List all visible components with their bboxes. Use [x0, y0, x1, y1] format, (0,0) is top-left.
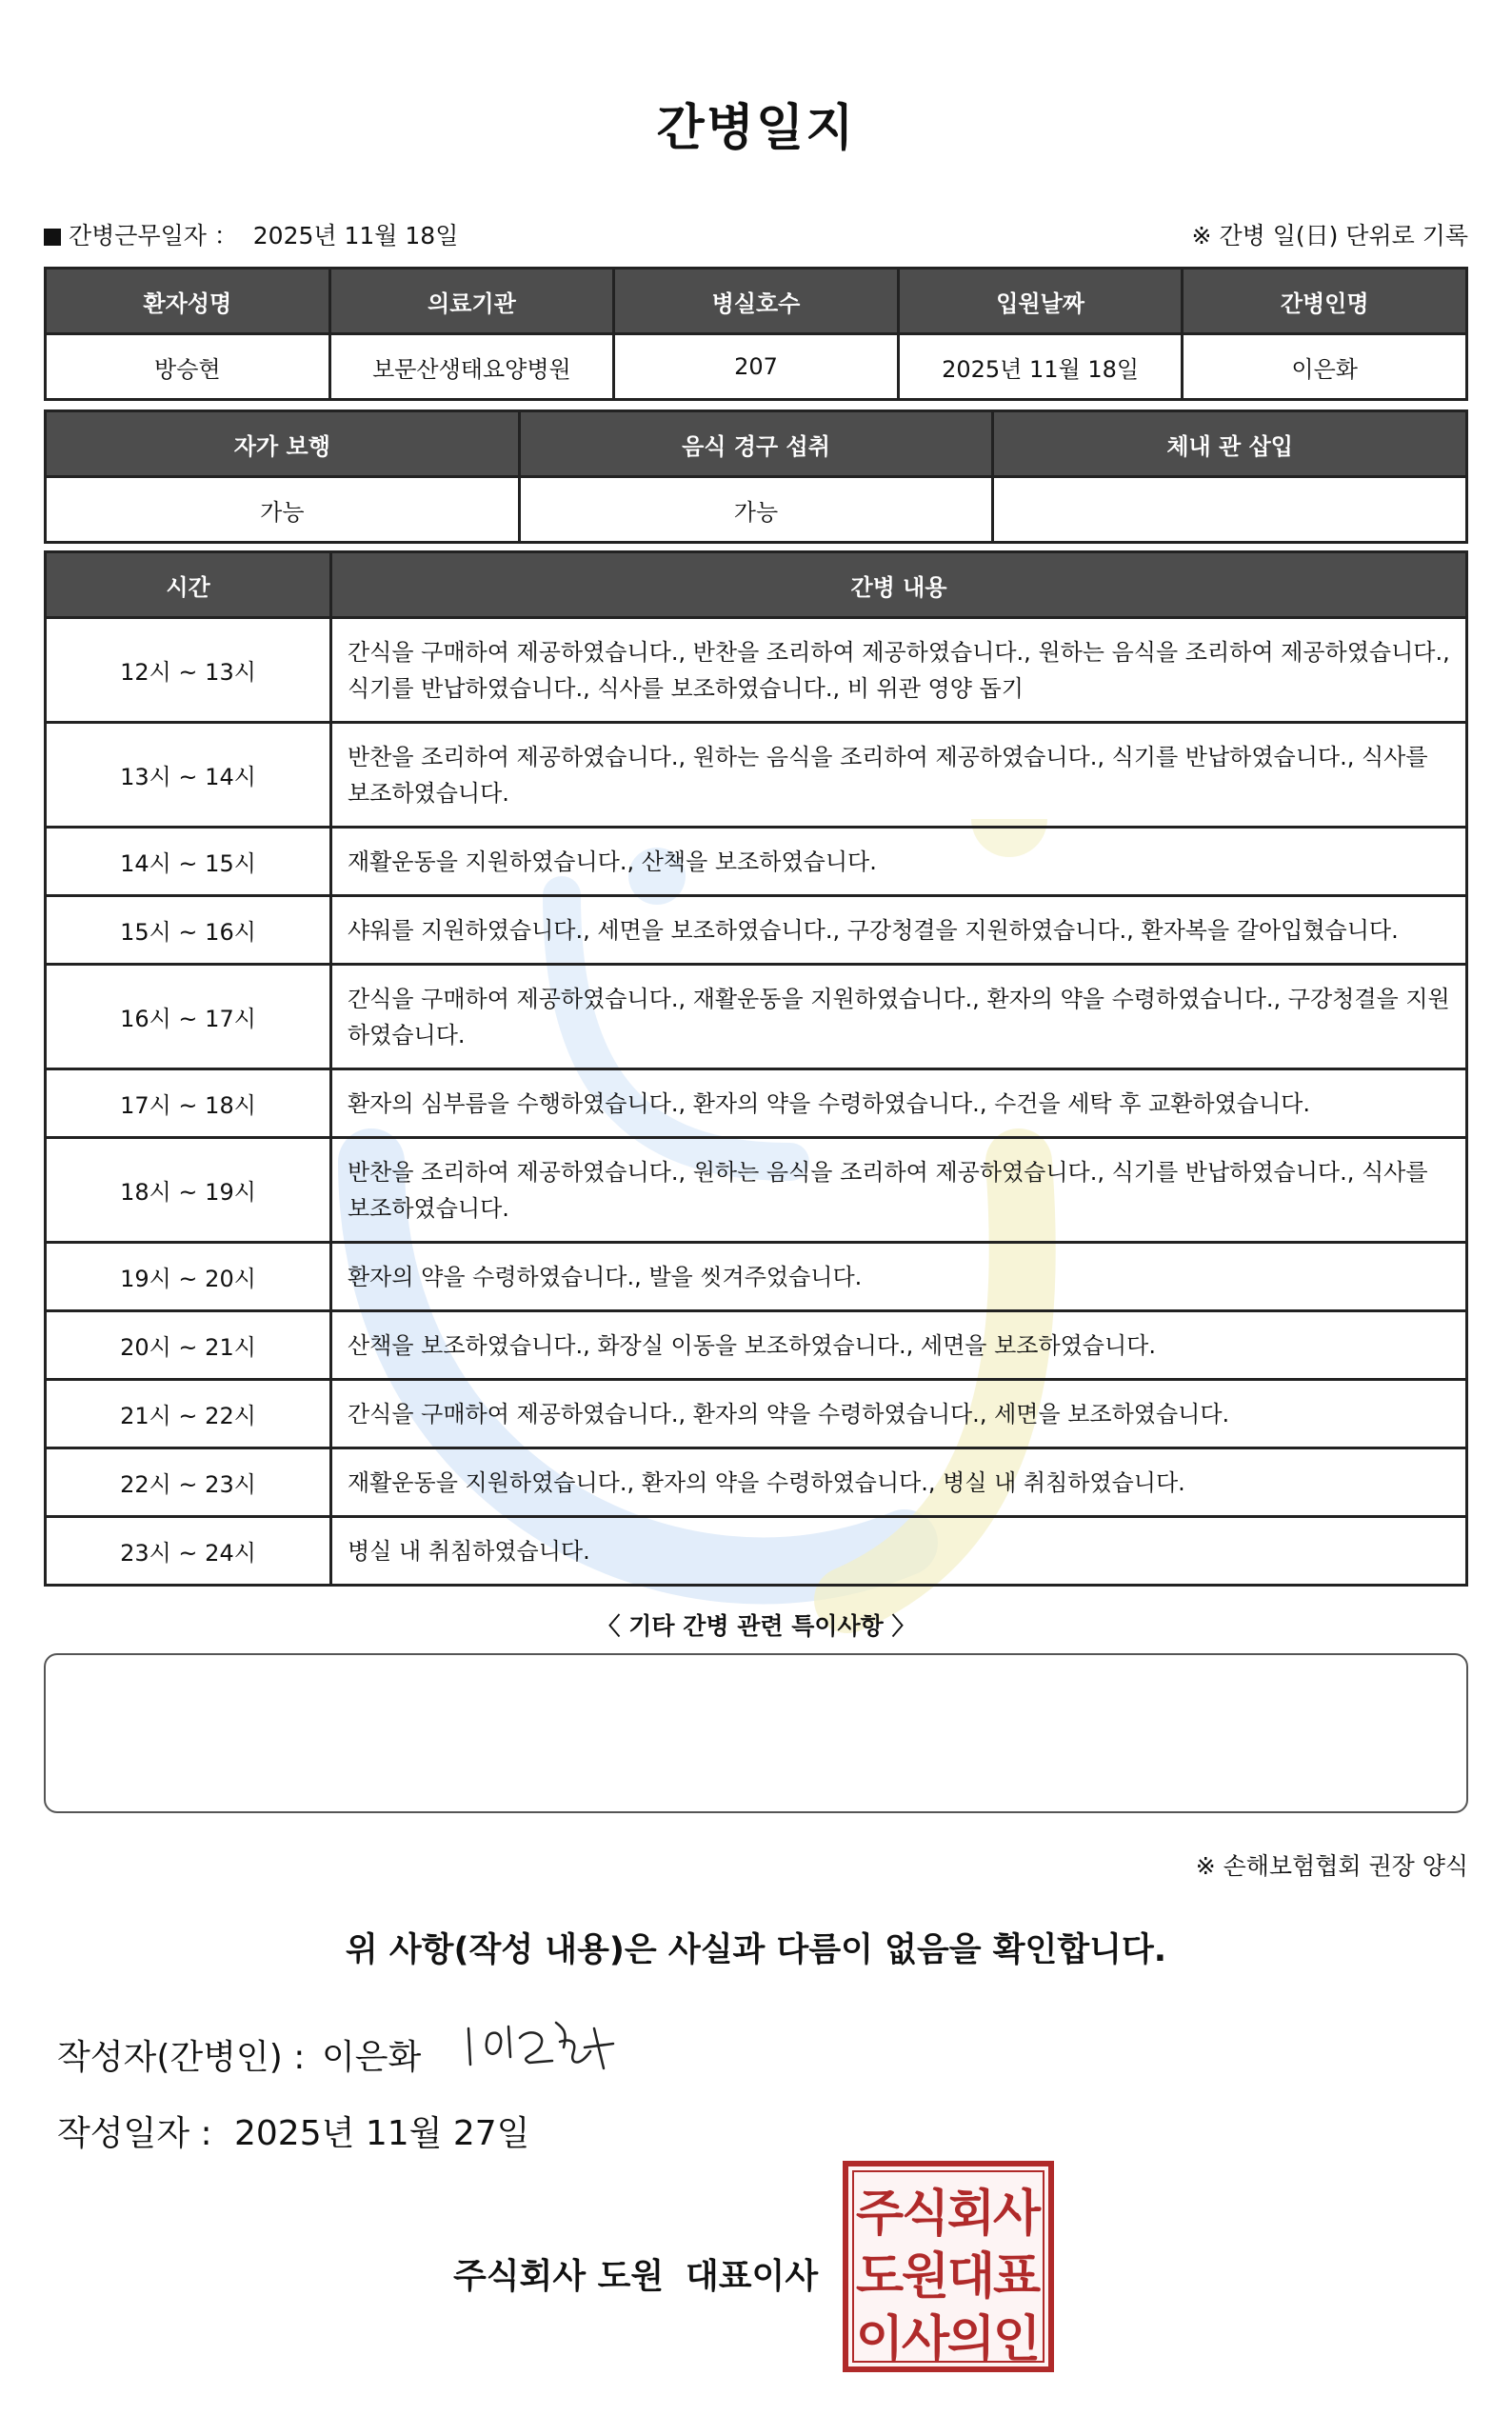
writer-name: 이은화: [322, 2038, 422, 2077]
svg-text:식: 식: [901, 2186, 950, 2243]
header-caregiver: 간병인명: [1183, 269, 1467, 334]
log-content: 간식을 구매하여 제공하였습니다., 반찬을 조리하여 제공하였습니다., 원하는 음식을 조리하여 제공하였습니다., 식기를 반납하였습니다., 식사를 보조하였습니다., 비 위관 영양 돕기: [331, 618, 1467, 723]
log-content: 병실 내 취침하였습니다.: [331, 1517, 1467, 1586]
table-row: [46, 1069, 1467, 1138]
log-content: 재활운동을 지원하였습니다., 산책을 보조하였습니다.: [331, 828, 1467, 896]
log-content: 간식을 구매하여 제공하였습니다., 환자의 약을 수령하였습니다., 세면을 보조하였습니다.: [331, 1380, 1467, 1448]
svg-text:사: 사: [901, 2311, 950, 2368]
table-row: [46, 618, 1467, 723]
square-bullet-icon: [44, 229, 61, 246]
log-time: 20시 ~ 21시: [46, 1311, 331, 1380]
work-date-label: 간병근무일자 ：: [69, 222, 238, 250]
recommended-form-note: ※ 손해보험협회 권장 양식: [1195, 1852, 1468, 1880]
tube-value: [993, 477, 1467, 543]
table-row: [46, 1243, 1467, 1311]
table-row: [46, 1311, 1467, 1380]
patient-header-row: [46, 269, 1467, 334]
log-content: 환자의 약을 수령하였습니다., 발을 씻겨주었습니다.: [331, 1243, 1467, 1311]
log-time: 23시 ~ 24시: [46, 1517, 331, 1586]
svg-text:주: 주: [855, 2186, 905, 2243]
status-table: [44, 409, 1468, 544]
status-header-row: [46, 411, 1467, 477]
table-row: [46, 1448, 1467, 1517]
svg-text:의: 의: [946, 2311, 996, 2368]
writer-label: 작성자(간병인) :: [57, 2038, 306, 2077]
table-row: [46, 723, 1467, 828]
ceo-title: 대표이사: [686, 2257, 819, 2296]
confirmation-statement: 위 사항(작성 내용)은 사실과 다름이 없음을 확인합니다.: [345, 1931, 1167, 1969]
table-row: [46, 1380, 1467, 1448]
company-seal: [842, 2160, 1055, 2373]
table-row: [46, 1517, 1467, 1586]
write-date: 2025년 11월 27일: [234, 2114, 530, 2153]
special-notes-label: 〈 기타 간병 관련 특이사항 〉: [596, 1612, 916, 1640]
table-row: [46, 828, 1467, 896]
svg-text:회: 회: [946, 2186, 996, 2243]
svg-text:표: 표: [992, 2248, 1042, 2306]
log-time: 12시 ~ 13시: [46, 618, 331, 723]
room-number: 207: [614, 334, 899, 400]
header-content: 간병 내용: [331, 552, 1467, 618]
svg-text:사: 사: [992, 2186, 1042, 2243]
svg-text:대: 대: [946, 2248, 996, 2306]
header-admit-date: 입원날짜: [898, 269, 1183, 334]
write-date-label: 작성일자 :: [57, 2114, 212, 2153]
header-room: 병실호수: [614, 269, 899, 334]
status-value-row: [46, 477, 1467, 543]
patient-name: 방승현: [46, 334, 330, 400]
company-name: 주식회사 도원: [453, 2257, 665, 2296]
table-row: [46, 965, 1467, 1069]
log-time: 19시 ~ 20시: [46, 1243, 331, 1311]
svg-text:인: 인: [992, 2311, 1042, 2368]
log-time: 17시 ~ 18시: [46, 1069, 331, 1138]
svg-text:이: 이: [855, 2311, 905, 2368]
log-content: 재활운동을 지원하였습니다., 환자의 약을 수령하였습니다., 병실 내 취침하였습니다.: [331, 1448, 1467, 1517]
log-time: 15시 ~ 16시: [46, 896, 331, 965]
svg-text:도: 도: [855, 2248, 905, 2306]
log-time: 13시 ~ 14시: [46, 723, 331, 828]
log-time: 14시 ~ 15시: [46, 828, 331, 896]
log-header-row: [46, 552, 1467, 618]
care-log-table: [44, 550, 1468, 1587]
log-content: 환자의 심부름을 수행하였습니다., 환자의 약을 수령하였습니다., 수건을 세탁 후 교환하였습니다.: [331, 1069, 1467, 1138]
caregiver-name: 이은화: [1183, 334, 1467, 400]
log-time: 22시 ~ 23시: [46, 1448, 331, 1517]
header-tube: 체내 관 삽입: [993, 411, 1467, 477]
header-institution: 의료기관: [329, 269, 614, 334]
work-date-value: 2025년 11월 18일: [252, 222, 459, 250]
header-walking: 자가 보행: [46, 411, 520, 477]
work-date: [44, 217, 458, 251]
page-title: 간병일지: [656, 100, 856, 157]
log-content: 샤워를 지원하였습니다., 세면을 보조하였습니다., 구강청결을 지원하였습니다., 환자복을 갈아입혔습니다.: [331, 896, 1467, 965]
admit-date: 2025년 11월 18일: [898, 334, 1183, 400]
special-notes-box[interactable]: [44, 1653, 1468, 1813]
log-content: 간식을 구매하여 제공하였습니다., 재활운동을 지원하였습니다., 환자의 약을 수령하였습니다., 구강청결을 지원하였습니다.: [331, 965, 1467, 1069]
svg-text:원: 원: [901, 2248, 950, 2306]
patient-value-row: [46, 334, 1467, 400]
handwritten-signature: [461, 2009, 623, 2086]
table-row: [46, 896, 1467, 965]
log-time: 16시 ~ 17시: [46, 965, 331, 1069]
log-time: 21시 ~ 22시: [46, 1380, 331, 1448]
unit-note: ※ 간병 일(日) 단위로 기록: [1191, 222, 1468, 250]
patient-table: [44, 267, 1468, 401]
oral-intake-value: 가능: [519, 477, 993, 543]
institution: 보문산생태요양병원: [329, 334, 614, 400]
table-row: [46, 1138, 1467, 1243]
header-patient-name: 환자성명: [46, 269, 330, 334]
walking-value: 가능: [46, 477, 520, 543]
log-content: 반찬을 조리하여 제공하였습니다., 원하는 음식을 조리하여 제공하였습니다., 식기를 반납하였습니다., 식사를 보조하였습니다.: [331, 723, 1467, 828]
header-oral-intake: 음식 경구 섭취: [519, 411, 993, 477]
log-time: 18시 ~ 19시: [46, 1138, 331, 1243]
log-content: 산책을 보조하였습니다., 화장실 이동을 보조하였습니다., 세면을 보조하였습니다.: [331, 1311, 1467, 1380]
header-time: 시간: [46, 552, 331, 618]
log-content: 반찬을 조리하여 제공하였습니다., 원하는 음식을 조리하여 제공하였습니다., 식기를 반납하였습니다., 식사를 보조하였습니다.: [331, 1138, 1467, 1243]
